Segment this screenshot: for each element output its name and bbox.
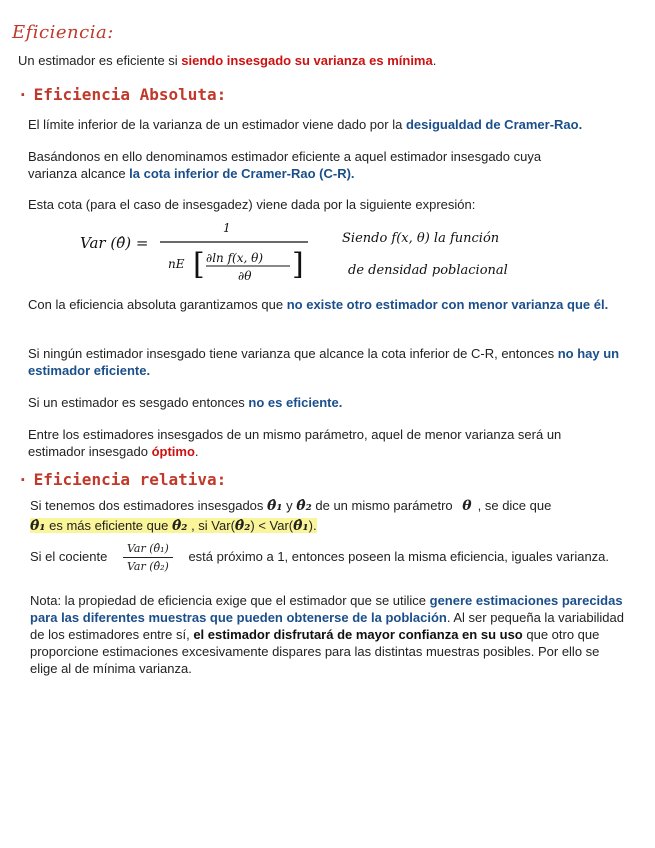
- rel-p2-text-a: Si el cociente: [30, 548, 108, 564]
- rel-p1-y: y: [286, 498, 293, 513]
- rel-hl-1: es más eficiente que: [49, 518, 169, 533]
- abs-p4-emphasis: no existe otro estimador con menor varianza que él.: [286, 297, 609, 312]
- formula-note-line-1: Siendo f(x, θ) la función: [342, 231, 500, 246]
- abs-p5-text: Si ningún estimador insesgado tiene varianza que alcance la cota inferior de C-R, entonces: [28, 346, 558, 361]
- nota-text-c: que otro que proporcione estimaciones excesivamente dispares para las distintas muestras posibles. Por ello se elige al de mínima varianza.: [30, 627, 600, 676]
- intro-paragraph: [18, 52, 638, 69]
- abs-paragraph-7: [28, 426, 618, 460]
- abs-p5-emphasis: no hay un estimador eficiente.: [28, 346, 620, 378]
- section-absoluta-title: Eficiencia Absoluta:: [33, 85, 227, 104]
- abs-p1-text: El límite inferior de la varianza de un estimador viene dado por la: [28, 117, 406, 132]
- formula-graphic: [80, 218, 540, 288]
- section-relativa-heading: [18, 470, 226, 489]
- variance-ratio-numerator: Var (θ̂₁): [123, 540, 173, 558]
- variance-ratio-denominator: Var (θ̂₂): [126, 560, 169, 573]
- rel-p1-text-c: , se dice que: [477, 498, 552, 513]
- abs-paragraph-2: [28, 148, 588, 182]
- section-absoluta-heading: [18, 85, 226, 104]
- formula-lhs: Var (θ̂) =: [80, 234, 149, 252]
- formula-inner-numerator: ∂ln f(x, θ): [206, 251, 264, 265]
- abs-paragraph-5: [28, 345, 628, 379]
- intro-text: Un estimador es eficiente si: [18, 53, 182, 68]
- nota-text-b: . Al ser pequeña la variabilidad de los estimadores entre sí,: [30, 610, 624, 642]
- rel-hl-4: ).: [308, 518, 317, 533]
- abs-p7-end: .: [194, 444, 199, 459]
- abs-p6-text: Si un estimador es sesgado entonces: [28, 395, 249, 410]
- abs-p2-emphasis: la cota inferior de Cramer-Rao (C-R).: [129, 166, 355, 181]
- formula-denominator-ne: nE: [168, 257, 185, 271]
- rel-p1-text-a: Si tenemos dos estimadores insesgados: [30, 498, 264, 513]
- nota-paragraph: [30, 592, 625, 677]
- abs-p1-emphasis: desigualdad de Cramer-Rao.: [405, 117, 583, 132]
- section-relativa-title: Eficiencia relativa:: [33, 470, 227, 489]
- bullet-icon: ·: [18, 470, 28, 489]
- rel-hl-3: ) < Var(: [250, 518, 294, 533]
- rel-paragraph-1: [30, 496, 635, 536]
- abs-p7-text: Entre los estimadores insesgados de un mismo parámetro, aquel de menor varianza será un estimador insesgado: [28, 427, 562, 459]
- rel-hl-2: , si Var(: [191, 518, 235, 533]
- abs-p4-text: Con la eficiencia absoluta garantizamos que: [28, 297, 287, 312]
- nota-emphasis-2: el estimador disfrutará de mayor confianza en su uso: [193, 627, 523, 642]
- theta2-symbol: θ̂₂: [296, 498, 312, 514]
- theta1-symbol: θ̂₁: [30, 518, 46, 534]
- formula-numerator: 1: [223, 221, 231, 235]
- formula-note-line-2: de densidad poblacional: [348, 263, 508, 278]
- abs-paragraph-6: [28, 394, 628, 411]
- abs-p7-emphasis: óptimo: [151, 444, 195, 459]
- theta-symbol: θ: [462, 498, 472, 514]
- left-bracket-icon: [: [193, 247, 205, 282]
- abs-p6-emphasis: no es eficiente.: [248, 395, 343, 410]
- formula-inner-denominator: ∂θ: [238, 269, 252, 283]
- theta1-symbol: θ̂₁: [293, 518, 309, 534]
- rel-paragraph-2: [30, 540, 630, 575]
- rel-p1-text-b: de un mismo parámetro: [315, 498, 453, 513]
- theta2-symbol: θ̂₂: [171, 518, 188, 534]
- bullet-icon: ·: [18, 85, 28, 104]
- highlighted-statement: [30, 518, 317, 533]
- cramer-rao-formula: [80, 218, 540, 288]
- abs-paragraph-3: Esta cota (para el caso de insesgadez) viene dada por la siguiente expresión:: [28, 197, 476, 212]
- theta2-symbol: θ̂₂: [234, 518, 251, 534]
- nota-emphasis-1: genere estimaciones parecidas para las diferentes muestras que pueden obtenerse de la población: [30, 593, 623, 625]
- abs-p2-text: Basándonos en ello denominamos estimador eficiente a aquel estimador insesgado cuya varianza alcance: [28, 149, 542, 181]
- right-bracket-icon: ]: [292, 247, 304, 282]
- rel-p2-text-b: está próximo a 1, entonces poseen la misma eficiencia, iguales varianza.: [188, 548, 610, 564]
- page-title: Eficiencia:: [12, 22, 114, 43]
- abs-paragraph-4: [28, 296, 628, 313]
- nota-text-a: Nota: la propiedad de eficiencia exige que el estimador que se utilice: [30, 593, 430, 608]
- abs-paragraph-1: [28, 116, 638, 133]
- intro-emphasis: siendo insesgado su varianza es mínima: [181, 53, 433, 68]
- theta1-symbol: θ̂₁: [267, 498, 283, 514]
- variance-ratio: [123, 540, 173, 575]
- intro-end: .: [432, 53, 437, 68]
